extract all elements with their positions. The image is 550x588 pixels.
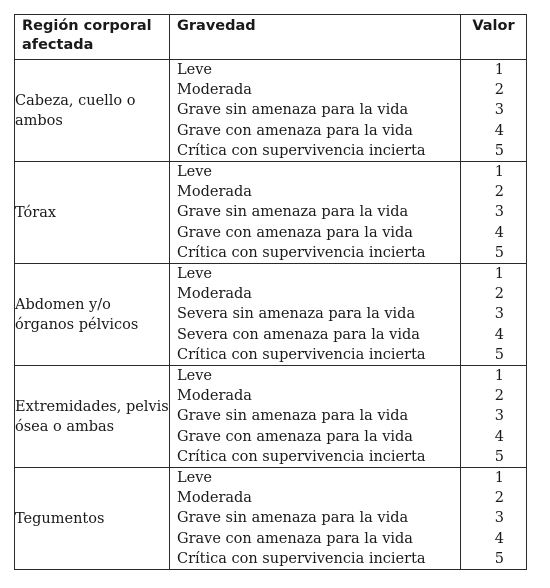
gravity-level: Grave sin amenaza para la vida (177, 204, 409, 221)
gravity-level: Moderada (177, 490, 252, 507)
gravity-level: Crítica con supervivencia incierta (177, 244, 426, 261)
gravity-level: Crítica con supervivencia incierta (177, 142, 426, 159)
gravity-cell (170, 366, 461, 468)
severity-value: 3 (494, 102, 504, 119)
region-cell: Tegumentos (15, 468, 170, 570)
table-row (15, 264, 527, 366)
severity-value: 5 (494, 346, 504, 363)
severity-table (14, 14, 527, 570)
gravity-cell (170, 60, 461, 162)
severity-value: 4 (494, 122, 504, 139)
gravity-level: Grave con amenaza para la vida (177, 428, 413, 445)
severity-value: 4 (494, 224, 504, 241)
severity-value: 4 (494, 428, 504, 445)
gravity-level: Grave con amenaza para la vida (177, 224, 413, 241)
value-cell (461, 60, 527, 162)
severity-value: 1 (494, 164, 504, 180)
severity-value: 1 (494, 266, 504, 282)
gravity-level: Severa con amenaza para la vida (177, 326, 420, 343)
severity-value: 5 (494, 550, 504, 567)
region-cell: Cabeza, cuello o ambos (15, 60, 170, 162)
severity-value: 2 (494, 82, 504, 99)
gravity-level: Leve (177, 470, 212, 486)
gravity-cell (170, 162, 461, 264)
gravity-level: Leve (177, 368, 212, 384)
region-cell: Tórax (15, 162, 170, 264)
table-row (15, 366, 527, 468)
gravity-level: Grave sin amenaza para la vida (177, 510, 409, 527)
gravity-level: Grave sin amenaza para la vida (177, 102, 409, 119)
value-cell (461, 264, 527, 366)
gravity-level: Leve (177, 164, 212, 180)
severity-value: 4 (494, 530, 504, 547)
severity-value: 3 (494, 204, 504, 221)
header-gravity: Gravedad (170, 15, 461, 60)
header-region: Región corporal afectada (15, 15, 170, 60)
gravity-level: Moderada (177, 184, 252, 201)
header-value: Valor (461, 15, 527, 60)
gravity-cell (170, 264, 461, 366)
table-body (15, 60, 527, 570)
severity-value: 3 (494, 306, 504, 323)
gravity-cell (170, 468, 461, 570)
severity-value: 3 (494, 408, 504, 425)
table-header-row (15, 15, 527, 60)
severity-value: 4 (494, 326, 504, 343)
gravity-level: Leve (177, 266, 212, 282)
gravity-level: Moderada (177, 388, 252, 405)
severity-value: 2 (494, 286, 504, 303)
gravity-level: Crítica con supervivencia incierta (177, 346, 426, 363)
severity-value: 1 (494, 62, 504, 78)
severity-value: 5 (494, 244, 504, 261)
severity-value: 3 (494, 510, 504, 527)
gravity-level: Grave con amenaza para la vida (177, 122, 413, 139)
gravity-level: Moderada (177, 82, 252, 99)
region-cell: Abdomen y/o órganos pélvicos (15, 264, 170, 366)
severity-value: 1 (494, 470, 504, 486)
severity-value: 1 (494, 368, 504, 384)
value-cell (461, 162, 527, 264)
gravity-level: Crítica con supervivencia incierta (177, 550, 426, 567)
value-cell (461, 366, 527, 468)
severity-value: 2 (494, 184, 504, 201)
gravity-level: Crítica con supervivencia incierta (177, 448, 426, 465)
severity-value: 5 (494, 142, 504, 159)
gravity-level: Moderada (177, 286, 252, 303)
gravity-level: Leve (177, 62, 212, 78)
gravity-level: Severa sin amenaza para la vida (177, 306, 416, 323)
severity-value: 5 (494, 448, 504, 465)
severity-value: 2 (494, 490, 504, 507)
table-row (15, 468, 527, 570)
table-row (15, 162, 527, 264)
table-row (15, 60, 527, 162)
gravity-level: Grave sin amenaza para la vida (177, 408, 409, 425)
severity-value: 2 (494, 388, 504, 405)
gravity-level: Grave con amenaza para la vida (177, 530, 413, 547)
value-cell (461, 468, 527, 570)
region-cell: Extremidades, pelvis ósea o ambas (15, 366, 170, 468)
